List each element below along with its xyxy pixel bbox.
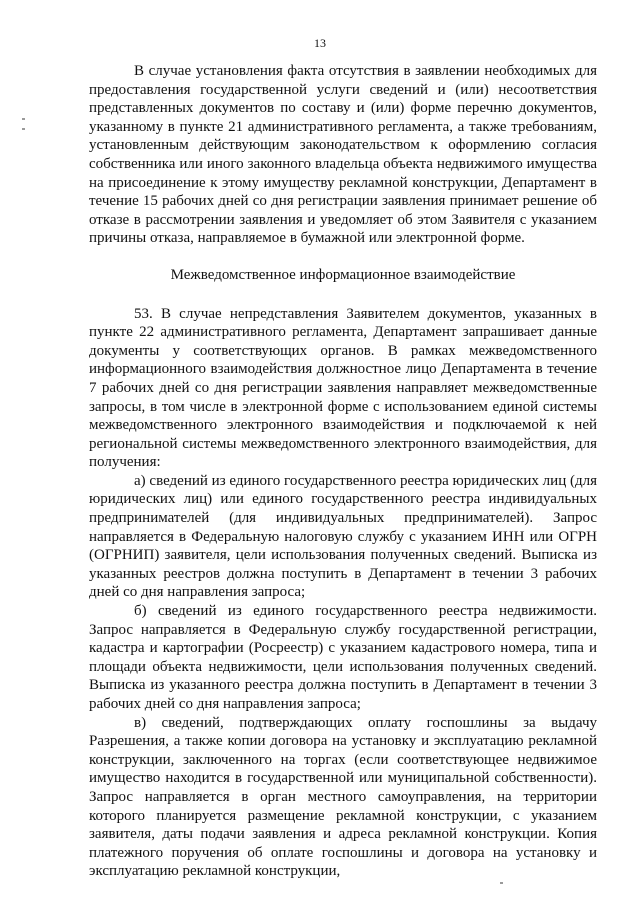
paragraph-53: 53. В случае непредставления Заявителем документов, указанных в пункте 22 административного регламента, Департамент запрашивает данные документы у соответствующих органов. В рамках межведомственного информационного взаимодействия должностное лицо Департамента в течение 7 рабочих дней со дня регистрации заявления направляет межведомственные запросы, в том числе в электронной форме с использованием единой системы межведомственного электронного взаимодействия и подключаемой к ней региональной системы межведомственного электронного взаимодействия, для получения: xyxy=(89,305,597,471)
page-number: 13 xyxy=(314,36,326,50)
paragraph-refusal: В случае установления факта отсутствия в заявлении необходимых для предоставления государственной услуги сведений и (или) несоответствия представленных документов по составу и (или) форме перечню документов, указанному в пункте 21 административного регламента, а также требованиям, установленным действующим законодательством к оформлению согласия собственника или иного законного владельца объекта недвижимого имущества на присоединение к этому имуществу рекламной конструкции, Департамент в течение 15 рабочих дней со дня регистрации заявления принимает решение об отказе в рассмотрении заявления и уведомляет об этом Заявителя с указанием причины отказа, направляемое в бумажной или электронной форме. xyxy=(89,63,597,247)
section-heading: Межведомственное информационное взаимодействие xyxy=(170,266,516,283)
paragraph-53-a: а) сведений из единого государственного реестра юридических лиц (для юридических лиц) или единого государственного реестра индивидуальных предпринимателей (для индивидуальных предпринимателей). Запрос направляется в Федеральную налоговую службу с указанием ИНН или ОГРН (ОГРНИП) заявителя, цели использования полученных сведений. Выписка из указанных реестров должна поступить в Департамент в течении 3 рабочих дней со дня направления запроса; xyxy=(89,472,597,601)
paragraph-53-v: в) сведений, подтверждающих оплату госпошлины за выдачу Разрешения, а также копии договора на установку и эксплуатацию рекламной конструкции, заключенного на торгах (если соответствующее недвижимое имущество находится в государственной или муниципальной собственности). Запрос направляется в орган местного самоуправления, на территории которого планируется размещение рекламной конструкции, с указанием заявителя, даты подачи заявления и адреса рекламной конструкции. Копия платежного поручения об оплате госпошлины и договора на установку и эксплуатацию рекламной конструкции, xyxy=(89,714,597,880)
document-body xyxy=(89,62,597,881)
scan-mark xyxy=(22,128,25,130)
paragraph-53-b: б) сведений из единого государственного реестра недвижимости. Запрос направляется в Федеральную службу государственной регистрации, кадастра и картографии (Росреестр) с указанием кадастрового номера, типа и площади объекта недвижимости, цели использования полученных сведений. Выписка из указанного реестра должна поступить в Департамент в течении 3 рабочих дней со дня направления запроса; xyxy=(89,603,597,712)
scan-mark xyxy=(22,118,25,120)
scan-mark xyxy=(500,882,503,884)
